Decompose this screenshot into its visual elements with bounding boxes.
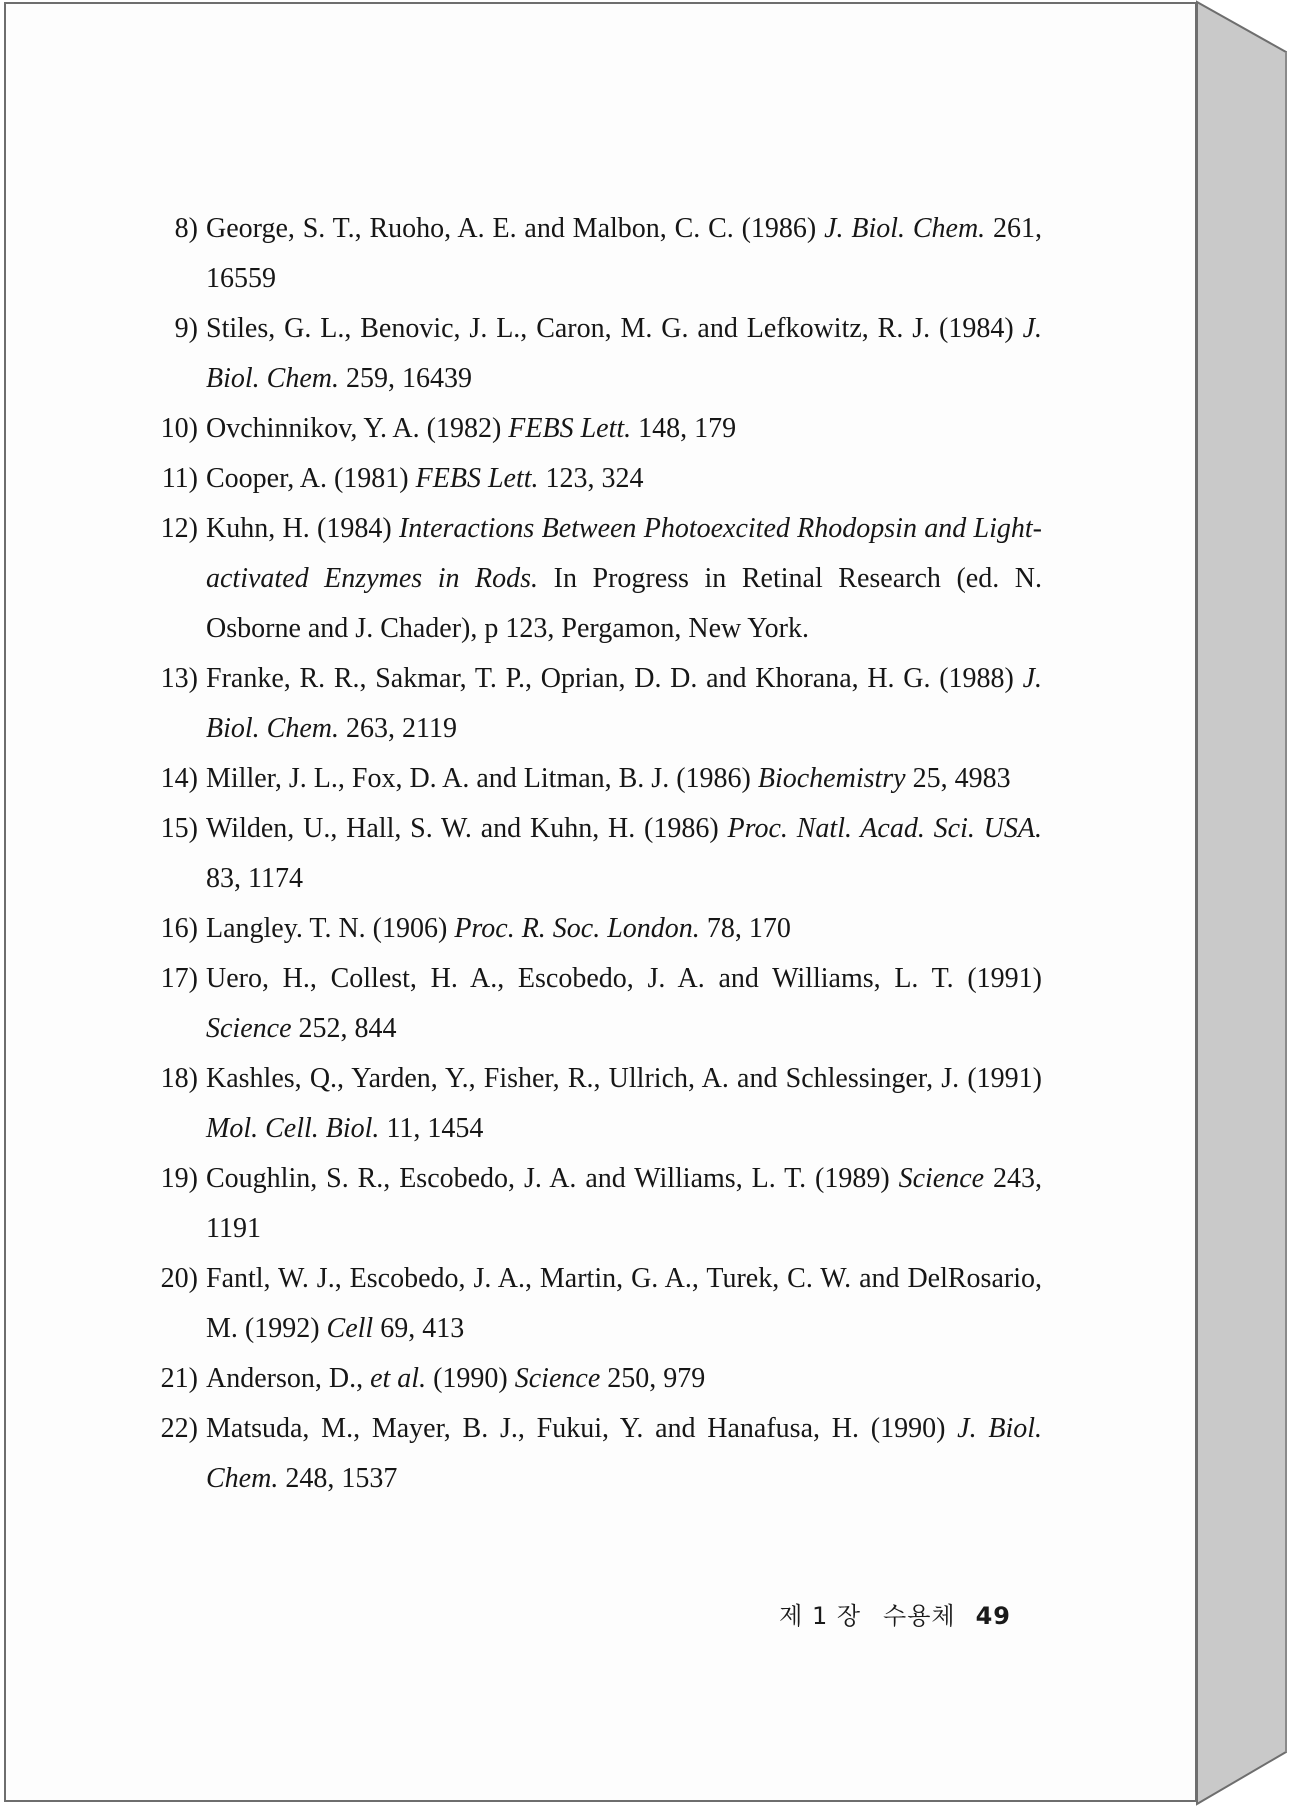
reference-journal: Cell [326,1313,374,1344]
reference-number: 15) [160,813,198,844]
reference-number: 12) [160,513,198,544]
reference-number: 21) [160,1363,198,1394]
reference-item [150,754,1042,804]
reference-text: 83, 1174 [206,863,303,894]
page-number: 49 [975,1602,1011,1630]
reference-number: 19) [160,1163,198,1194]
reference-text: Stiles, G. L., Benovic, J. L., Caron, M. G. and Lefkowitz, R. J. (1984) [206,313,1023,344]
reference-text: Franke, R. R., Sakmar, T. P., Oprian, D. D. and Khorana, H. G. (1988) [206,663,1023,694]
reference-text: Miller, J. L., Fox, D. A. and Litman, B. J. (1986) [206,763,758,794]
reference-item [150,1254,1042,1354]
reference-number: 10) [160,413,198,444]
reference-item [150,1354,1042,1404]
reference-item [150,404,1042,454]
reference-text: Cooper, A. (1981) [206,463,416,494]
reference-text: George, S. T., Ruoho, A. E. and Malbon, C. C. (1986) [206,213,825,244]
reference-text: 69, 413 [373,1313,465,1344]
reference-text: 263, 2119 [339,713,457,744]
reference-text: Ovchinnikov, Y. A. (1982) [206,413,509,444]
reference-journal: Proc. R. Soc. London. [454,913,700,944]
reference-text: Kashles, Q., Yarden, Y., Fisher, R., Ullrich, A. and Schlessinger, J. (1991) [206,1063,1042,1094]
book-page [4,2,1197,1802]
reference-text: Langley. T. N. (1906) [206,913,455,944]
reference-text: 11, 1454 [379,1113,484,1144]
reference-journal: Biochemistry [757,763,906,794]
reference-item [150,454,1042,504]
reference-number: 8) [174,213,198,244]
reference-number: 14) [160,763,198,794]
reference-number: 11) [161,463,198,494]
reference-item [150,954,1042,1054]
reference-item [150,304,1042,404]
page-footer [779,1596,1011,1631]
reference-number: 13) [160,663,198,694]
reference-text: 25, 4983 [905,763,1011,794]
reference-journal: et al. [370,1363,427,1394]
reference-text: Coughlin, S. R., Escobedo, J. A. and Williams, L. T. (1989) [206,1163,899,1194]
reference-item [150,1054,1042,1154]
reference-journal: FEBS Lett. [415,463,539,494]
reference-number: 16) [160,913,198,944]
reference-number: 22) [160,1413,198,1444]
reference-item [150,1404,1042,1504]
reference-text: 243, 1191 [206,1163,1042,1244]
reference-text: 148, 179 [631,413,737,444]
reference-text: Anderson, D., [206,1363,371,1394]
reference-item [150,654,1042,754]
reference-journal: J. Biol. Chem. [206,313,1042,394]
reference-list [150,204,1042,1504]
reference-item [150,804,1042,904]
reference-text: 250, 979 [600,1363,706,1394]
reference-journal: Science [514,1363,601,1394]
chapter-label: 제 1 장 [779,1602,862,1630]
reference-text: Wilden, U., Hall, S. W. and Kuhn, H. (1986) [206,813,728,844]
reference-text: In Progress in Retinal Research (ed. N. Osborne and J. Chader), p 123, Pergamon, New York. [206,563,1042,644]
reference-text: (1990) [426,1363,515,1394]
reference-text: 78, 170 [699,913,791,944]
reference-text: 261, 16559 [206,213,1042,294]
reference-item [150,504,1042,654]
reference-journal: J. Biol. Chem. [206,663,1042,744]
chapter-title: 수용체 [883,1602,956,1630]
reference-item [150,204,1042,304]
reference-journal: Proc. Natl. Acad. Sci. USA. [727,813,1042,844]
reference-journal: J. Biol. Chem. [206,1413,1043,1494]
reference-text: Uero, H., Collest, H. A., Escobedo, J. A. and Williams, L. T. (1991) [206,963,1042,994]
reference-item [150,904,1042,954]
reference-text: Fantl, W. J., Escobedo, J. A., Martin, G. A., Turek, C. W. and DelRosario, M. (1992) [206,1263,1042,1344]
reference-journal: J. Biol. Chem. [824,213,986,244]
reference-journal: Science [898,1163,985,1194]
reference-number: 9) [174,313,198,344]
reference-number: 20) [160,1263,198,1294]
reference-journal: FEBS Lett. [508,413,632,444]
reference-journal: Science [206,1013,292,1044]
reference-number: 18) [160,1063,198,1094]
reference-journal: Mol. Cell. Biol. [206,1113,380,1144]
reference-journal: Interactions Between Photoexcited Rhodopsin and Light-activated Enzymes in Rods. [206,513,1042,594]
reference-text: Kuhn, H. (1984) [206,513,399,544]
reference-number: 17) [160,963,198,994]
reference-text: 248, 1537 [278,1463,398,1494]
reference-item [150,1154,1042,1254]
reference-text: Matsuda, M., Mayer, B. J., Fukui, Y. and Hanafusa, H. (1990) [206,1413,958,1444]
reference-text: 259, 16439 [339,363,472,394]
reference-text: 123, 324 [538,463,644,494]
reference-text: 252, 844 [291,1013,397,1044]
